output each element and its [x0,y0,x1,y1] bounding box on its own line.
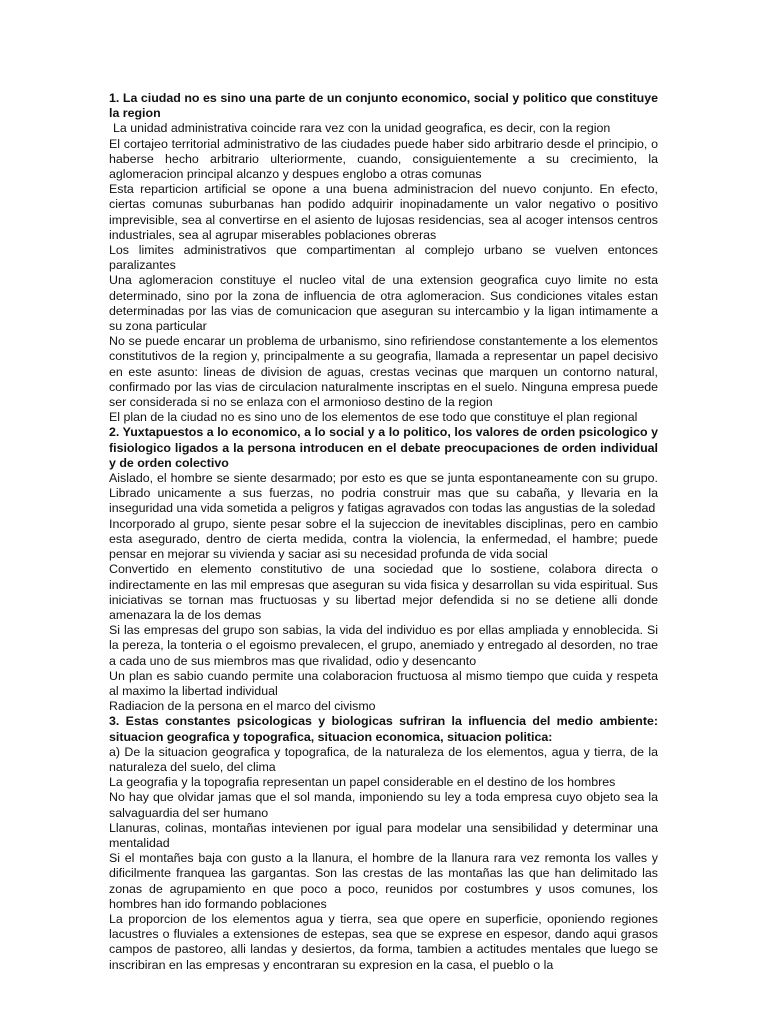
paragraph: a) De la situacion geografica y topografica, de la naturaleza de los elementos, agua y tierra, de la naturaleza del suelo, del clima [109,744,658,774]
paragraph: La proporcion de los elementos agua y tierra, sea que opere en superficie, oponiendo regiones lacustres o fluviales a extensiones de estepas, sea que se exprese en espesor, dando aqui grasos campos de pastoreo, alli landas y desiertos, da forma, tambien a actitudes mentales que luego se inscribiran en las empresas y encontraran su expresion en la casa, el pueblo o la [109,911,658,972]
section-heading: 1. La ciudad no es sino una parte de un conjunto economico, social y politico que constituye la region [109,91,658,121]
paragraph: No se puede encarar un problema de urbanismo, sino refiriendose constantemente a los elementos constitutivos de la region y, principalmente a su geografia, llamada a representar un papel decisivo en este asunto: lineas de division de aguas, crestas vecinas que marquen un contorno natural, confirmado por las vias de circulacion naturalmente inscriptas en el suelo. Ninguna empresa puede ser considerada si no se enlaza con el armonioso destino de la region [109,334,658,410]
section-heading: 3. Estas constantes psicologicas y biologicas sufriran la influencia del medio ambiente: situacion geografica y topografica, situacion economica, situacion politica: [109,714,658,744]
paragraph: El plan de la ciudad no es sino uno de los elementos de ese todo que constituye el plan regional [109,410,638,425]
paragraph: El cortajeo territorial administrativo de las ciudades puede haber sido arbitrario desde el principio, o haberse hecho arbitrario ulteriormente, cuando, consiguientemente a su crecimiento, la aglomeracion principal alcanzo y despues englobo a otras comunas [109,136,658,182]
section-heading: 2. Yuxtapuestos a lo economico, a lo social y a lo politico, los valores de orden psicologico y fisiologico ligados a la persona introducen en el debate preocupaciones de orden individual y de orden colectivo [109,425,658,470]
paragraph: Convertido en elemento constitutivo de una sociedad que lo sostiene, colabora directa o indirectamente en las mil empresas que aseguran su vida fisica y desarrollan su vida espiritual. Sus iniciativas se tornan mas fructuosas y su libertad mejor defendida si no se detiene alli donde amenazara la de los demas [109,562,658,622]
paragraph: Incorporado al grupo, siente pesar sobre el la sujeccion de inevitables disciplinas, pero en cambio esta asegurado, dentro de cierta medida, contra la violencia, la enfermedad, el hambre; puede pensar en mejorar su vivienda y saciar asi su necesidad profunda de vida social [109,516,658,562]
paragraph: Si las empresas del grupo son sabias, la vida del individuo es por ellas ampliada y ennoblecida. Si la pereza, la tonteria o el egoismo prevalecen, el grupo, anemiado y entregado al desorden, no trae a cada uno de sus miembros mas que rivalidad, odio y desencanto [109,623,658,668]
paragraph: Una aglomeracion constituye el nucleo vital de una extension geografica cuyo limite no esta determinado, sino por la zona de influencia de otra aglomeracion. Sus condiciones vitales estan determinadas por las vias de comunicacion que aseguran su intercambio y la ligan intimamente a su zona particular [109,273,658,334]
paragraph: No hay que olvidar jamas que el sol manda, imponiendo su ley a toda empresa cuyo objeto sea la salvaguardia del ser humano [109,790,658,820]
paragraph: Los limites administrativos que compartimentan al complejo urbano se vuelven entonces paralizantes [109,243,658,273]
document-body [109,91,658,973]
paragraph: La geografia y la topografia representan un papel considerable en el destino de los hombres [109,775,616,790]
paragraph: La unidad administrativa coincide rara vez con la unidad geografica, es decir, con la region [113,121,611,136]
paragraph: Si el montañes baja con gusto a la llanura, el hombre de la llanura rara vez remonta los valles y dificilmente franquea las gargantas. Son las crestas de las montañas las que han delimitado las zonas de agrupamiento en que poco a poco, reunidos por costumbres y usos comunes, los hombres han ido formando poblaciones [109,851,658,911]
paragraph: Un plan es sabio cuando permite una colaboracion fructuosa al mismo tiempo que cuida y respeta al maximo la libertad individual [109,668,658,698]
paragraph: Llanuras, colinas, montañas intevienen por igual para modelar una sensibilidad y determinar una mentalidad [109,820,658,850]
paragraph: Radiacion de la persona en el marco del civismo [109,699,376,714]
paragraph: Aislado, el hombre se siente desarmado; por esto es que se junta espontaneamente con su grupo. Librado unicamente a sus fuerzas, no podria construir mas que su cabaña, y llevaria en la inseguridad una vida sometida a peligros y fatigas agravados con todas las angustias de la soledad [109,471,658,516]
paragraph: Esta reparticion artificial se opone a una buena administracion del nuevo conjunto. En efecto, ciertas comunas suburbanas han podido adquirir inopinadamente un valor negativo o positivo imprevisible, sea al convertirse en el asiento de lujosas residencias, sea al acoger intensos centros industriales, sea al agrupar miserables poblaciones obreras [109,182,658,242]
